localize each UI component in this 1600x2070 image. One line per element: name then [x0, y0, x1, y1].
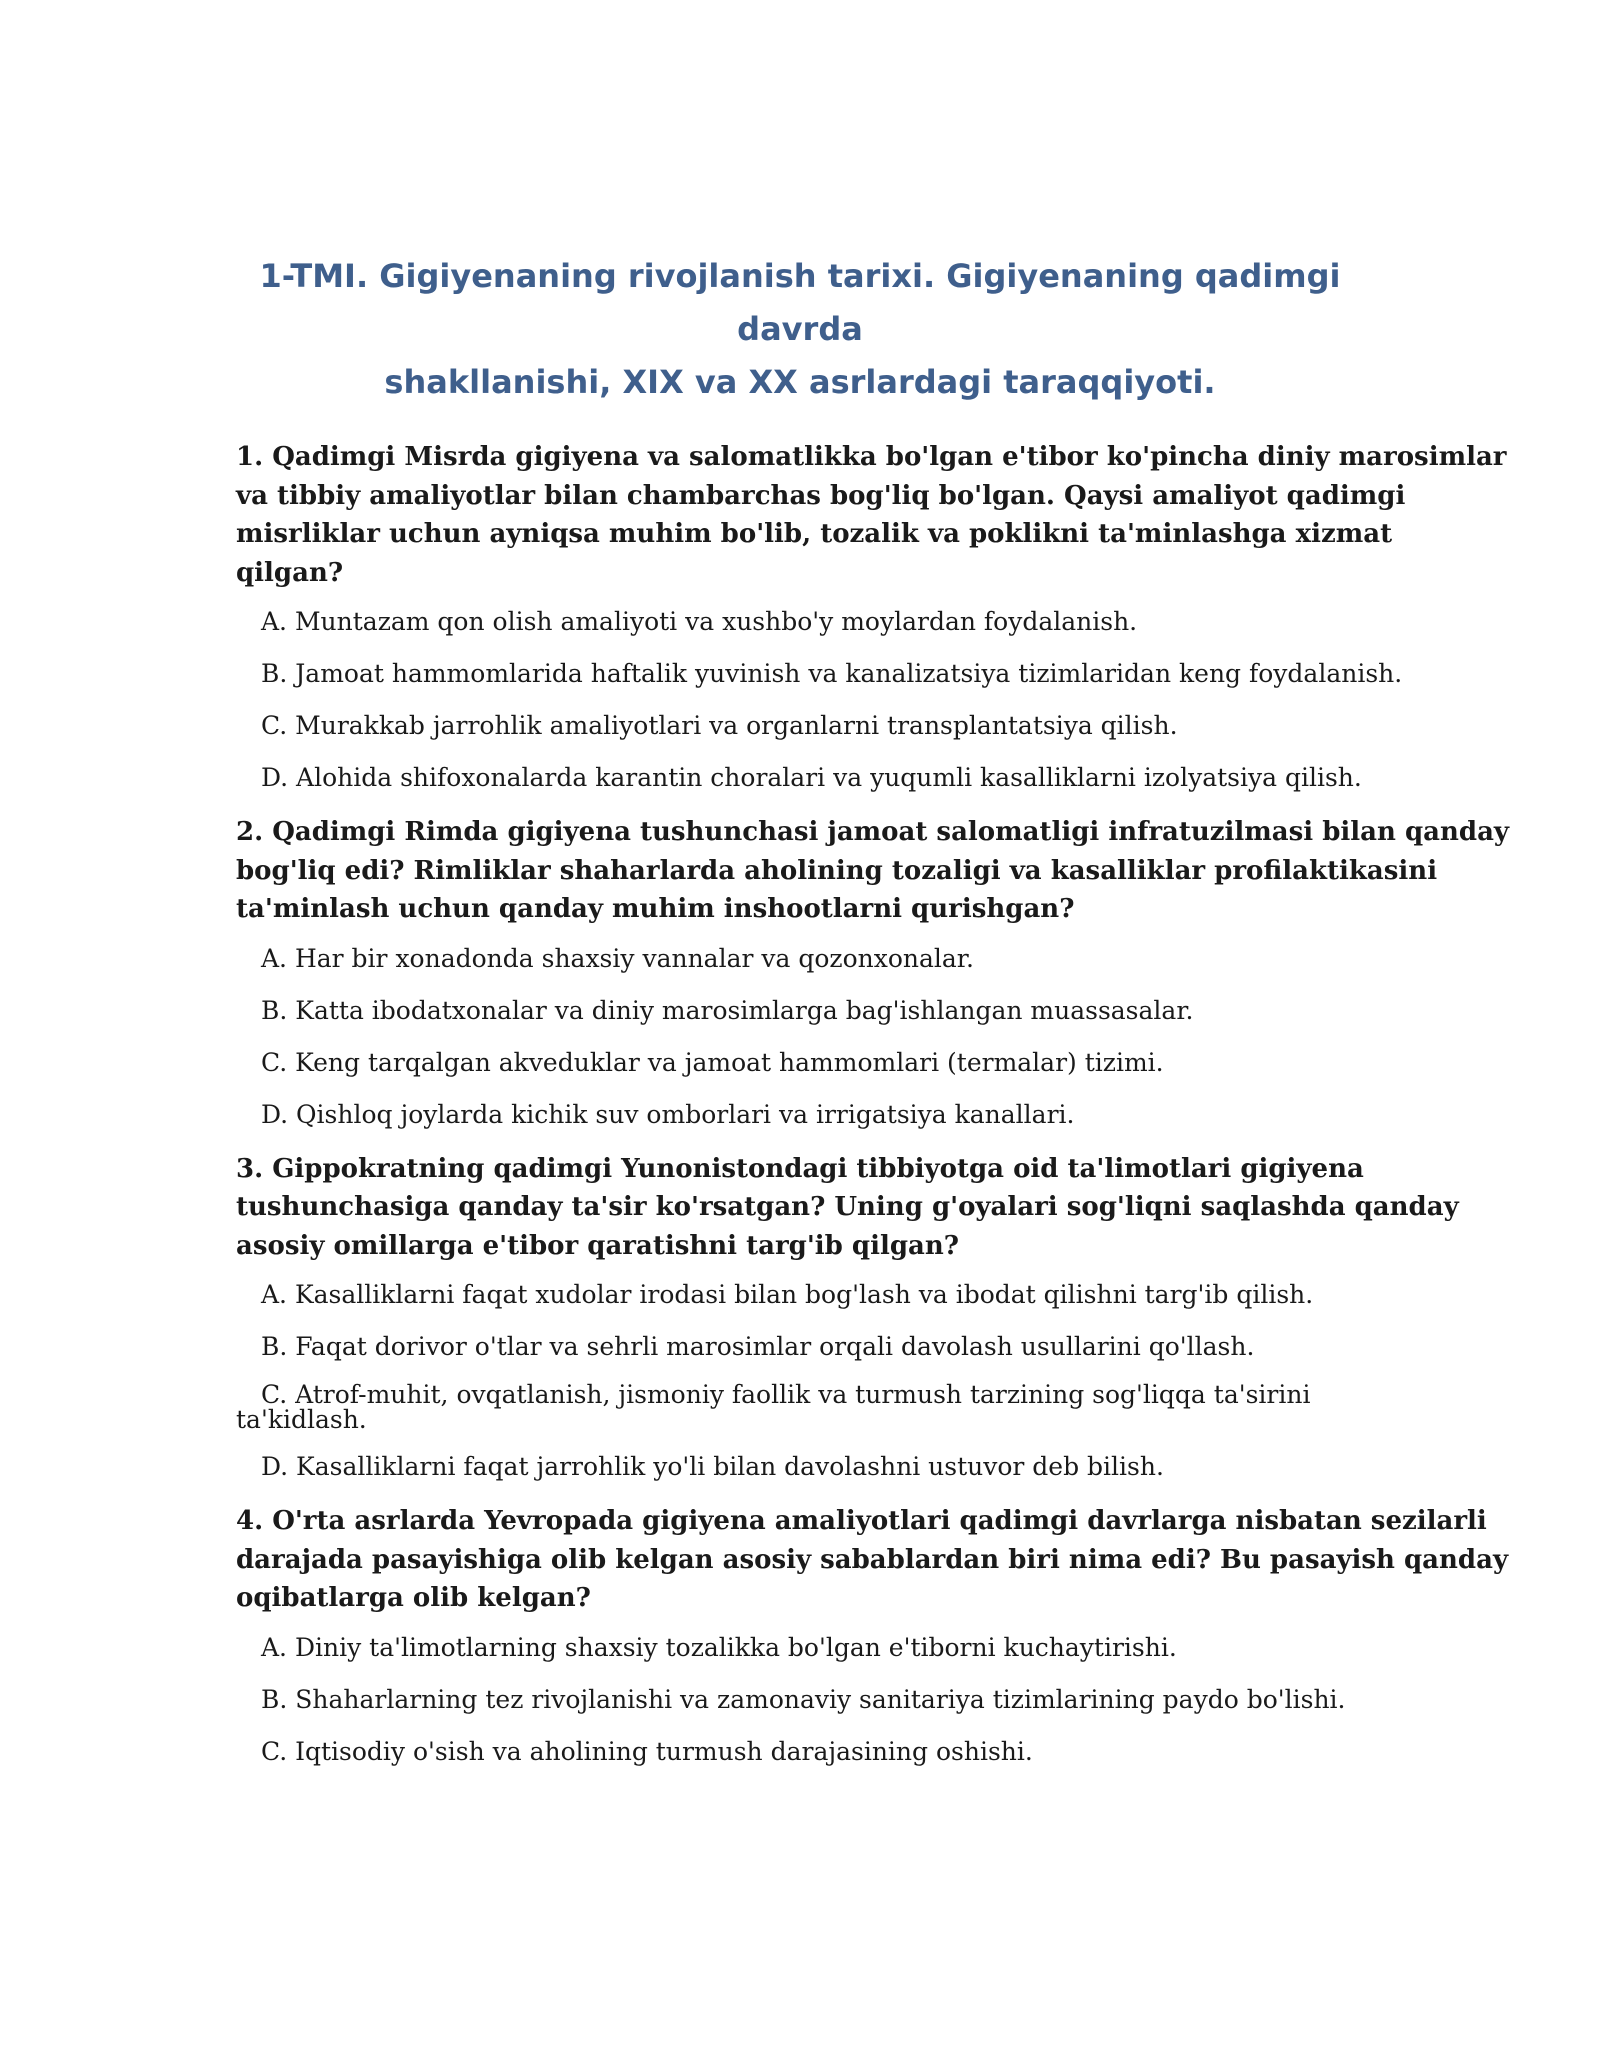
answer-option: A. Kasalliklarni faqat xudolar irodasi bilan bog'lash va ibodat qilishni targ'ib qilish.: [261, 1280, 1314, 1309]
question-text: [236, 813, 1510, 929]
question-text: [236, 438, 1507, 592]
answer-option: A. Muntazam qon olish amaliyoti va xushbo'y moylardan foydalanish.: [261, 607, 1138, 636]
question-line: 4. O'rta asrlarda Yevropada gigiyena amaliyotlari qadimgi davrlarga nisbatan sezilarli: [236, 1506, 1487, 1536]
question-line: 3. Gippokratning qadimgi Yunonistondagi tibbiyotga oid ta'limotlari gigiyena: [236, 1153, 1364, 1184]
question-line: va tibbiy amaliyotlar bilan chambarchas bog'liq bo'lgan. Qaysi amaliyot qadimgi: [236, 480, 1406, 511]
answer-option: A. Diniy ta'limotlarning shaxsiy tozalikka bo'lgan e'tiborni kuchaytirishi.: [261, 1632, 1177, 1662]
question-line: qilgan?: [236, 557, 344, 588]
question-line: 2. Qadimgi Rimda gigiyena tushunchasi jamoat salomatligi infratuzilmasi bilan qanday: [236, 817, 1510, 847]
question-block: [236, 1150, 1459, 1485]
answer-option: B. Faqat dorivor o'tlar va sehrli marosimlar orqali davolash usullarini qo'llash.: [261, 1332, 1255, 1361]
answer-option: B. Shaharlarning tez rivojlanishi va zamonaviy sanitariya tizimlarining paydo bo'lishi.: [261, 1684, 1346, 1714]
answer-option: C. Keng tarqalgan akveduklar va jamoat hammomlari (termalar) tizimi.: [261, 1047, 1164, 1077]
title-line: 1-TMI. Gigiyenaning rivojlanish tarixi. Gigiyenaning qadimgi davrda: [259, 257, 1341, 348]
question-line: bog'liq edi? Rimliklar shaharlarda aholining tozaligi va kasalliklar profilaktikasini: [236, 855, 1438, 886]
title-line: shakllanishi, XIX va XX asrlardagi taraqqiyoti.: [384, 363, 1216, 401]
answer-option: D. Kasalliklarni faqat jarrohlik yo'li bilan davolashni ustuvor deb bilish.: [261, 1452, 1164, 1481]
answer-option: C. Iqtisodiy o'sish va aholining turmush darajasining oshishi.: [261, 1736, 1033, 1766]
question-block: [236, 438, 1507, 795]
question-block: [236, 1502, 1509, 1769]
answer-option: D. Alohida shifoxonalarda karantin choralari va yuqumli kasalliklarni izolyatsiya qilish.: [261, 763, 1362, 792]
answer-option: [236, 1382, 1376, 1432]
question-line: asosiy omillarga e'tibor qaratishni targ'ib qilgan?: [236, 1230, 959, 1261]
answer-option: B. Jamoat hammomlarida haftalik yuvinish va kanalizatsiya tizimlaridan keng foydalanish.: [261, 659, 1403, 688]
question-block: [236, 813, 1510, 1132]
question-line: 1. Qadimgi Misrda gigiyena va salomatlikka bo'lgan e'tibor ko'pincha diniy marosimlar: [236, 442, 1507, 472]
question-line: oqibatlarga olib kelgan?: [236, 1583, 591, 1613]
question-line: tushunchasiga qanday ta'sir ko'rsatgan? Uning g'oyalari sog'liqni saqlashda qanday: [236, 1192, 1459, 1222]
question-text: [236, 1150, 1459, 1266]
answer-option: D. Qishloq joylarda kichik suv omborlari va irrigatsiya kanallari.: [261, 1099, 1075, 1129]
question-list: [236, 438, 1510, 1787]
answer-option: C. Murakkab jarrohlik amaliyotlari va organlarni transplantatsiya qilish.: [261, 711, 1178, 740]
question-line: ta'minlash uchun qanday muhim inshootlarni qurishgan?: [236, 894, 1075, 924]
question-text: [236, 1502, 1509, 1618]
page-title: [230, 250, 1370, 409]
answer-option-line: C. Atrof-muhit, ovqatlanish, jismoniy faollik va turmush tarzining sog'liqqa ta'sirini: [261, 1380, 1311, 1409]
answer-option: B. Katta ibodatxonalar va diniy marosimlarga bag'ishlangan muassasalar.: [261, 995, 1194, 1025]
question-line: misrliklar uchun ayniqsa muhim bo'lib, tozalik va poklikni ta'minlashga xizmat: [236, 519, 1393, 549]
answer-option: A. Har bir xonadonda shaxsiy vannalar va qozonxonalar.: [261, 943, 974, 973]
question-line: darajada pasayishiga olib kelgan asosiy sabablardan biri nima edi? Bu pasayish qanday: [236, 1544, 1509, 1575]
answer-option-line: ta'kidlash.: [236, 1405, 367, 1434]
